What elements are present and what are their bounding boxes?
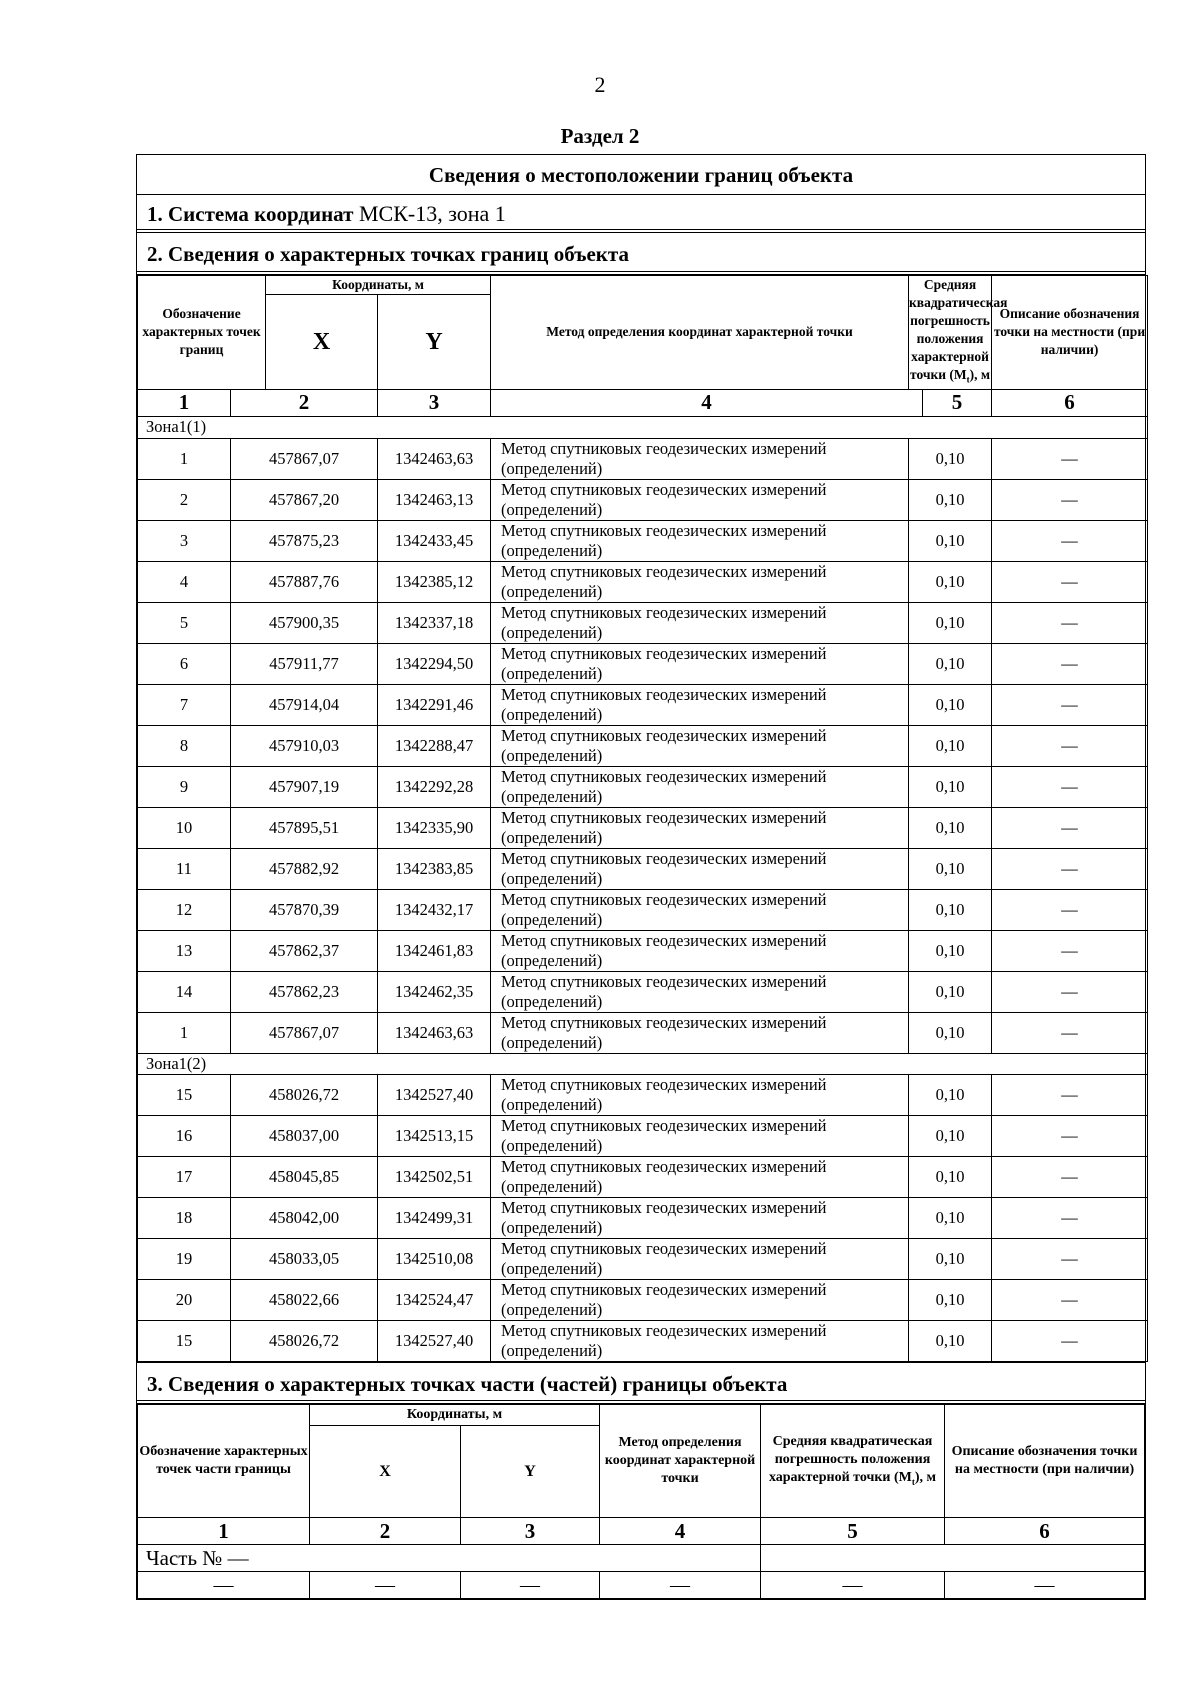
method: Метод спутниковых геодезических измерений (определений) [491,1198,909,1239]
coord-x: 457875,23 [231,520,378,561]
coord-x: 457914,04 [231,684,378,725]
method: Метод спутниковых геодезических измерений (определений) [491,848,909,889]
coord-y: 1342463,13 [378,479,491,520]
header-error-sub: t [966,374,970,385]
point-number: 4 [138,561,231,602]
coord-x: 457882,92 [231,848,378,889]
method: Метод спутниковых геодезических измерений (определений) [491,766,909,807]
p-header-method: Метод определения координат характерной точки [600,1405,761,1518]
description: — [992,1012,1148,1053]
table-row [138,1116,1148,1157]
coord-y: 1342510,08 [378,1239,491,1280]
coord-y: 1342294,50 [378,643,491,684]
point-number: 9 [138,766,231,807]
description: — [992,1157,1148,1198]
page-number: 2 [594,72,606,97]
table-row [138,725,1148,766]
description: — [992,930,1148,971]
table-row [138,1321,1148,1362]
coord-y: 1342292,28 [378,766,491,807]
point-number: 19 [138,1239,231,1280]
parts-table [137,1404,1145,1599]
method: Метод спутниковых геодезических измерений (определений) [491,930,909,971]
points-table [137,275,1148,1362]
p-header-y: Y [461,1426,600,1518]
coord-x: 458026,72 [231,1075,378,1116]
coord-x: 458026,72 [231,1321,378,1362]
part-dash-row [138,1572,1145,1599]
p-header-x: X [310,1426,461,1518]
description: — [992,520,1148,561]
coord-y: 1342499,31 [378,1198,491,1239]
point-number: 12 [138,889,231,930]
table-row [138,561,1148,602]
point-number: 1 [138,438,231,479]
description: — [992,684,1148,725]
boundaries-form [136,154,1146,1600]
method: Метод спутниковых геодезических измерений (определений) [491,1157,909,1198]
zone-row [138,1053,1148,1075]
colnum-1: 1 [138,389,231,416]
description: — [992,807,1148,848]
method: Метод спутниковых геодезических измерений (определений) [491,684,909,725]
description: — [992,1280,1148,1321]
method: Метод спутниковых геодезических измерений (определений) [491,520,909,561]
point-number: 1 [138,1012,231,1053]
header-x: X [266,294,378,389]
p-dash-6: — [945,1572,1145,1599]
header-description: Описание обозначения точки на местности (при наличии) [992,276,1148,390]
colnum-4: 4 [491,389,923,416]
description: — [992,1116,1148,1157]
header-error [909,276,1008,390]
description: — [992,438,1148,479]
error-value: 0,10 [909,643,992,684]
p-header-error-text: Средняя квадратическая погрешность положения характерной точки (M [768,1433,933,1485]
coord-x: 458045,85 [231,1157,378,1198]
zone-label: Зона1(1) [138,416,1148,438]
table-row [138,807,1148,848]
table-row [138,438,1148,479]
coord-y: 1342288,47 [378,725,491,766]
error-value: 0,10 [909,1198,992,1239]
error-value: 0,10 [909,520,992,561]
point-number: 15 [138,1075,231,1116]
coord-x: 457910,03 [231,725,378,766]
description: — [992,1198,1148,1239]
coord-x: 457911,77 [231,643,378,684]
coord-x: 458033,05 [231,1239,378,1280]
description: — [992,725,1148,766]
method: Метод спутниковых геодезических измерений (определений) [491,643,909,684]
method: Метод спутниковых геодезических измерений (определений) [491,1012,909,1053]
p-colnum-5: 5 [761,1518,945,1545]
error-value: 0,10 [909,1157,992,1198]
coord-y: 1342433,45 [378,520,491,561]
point-number: 16 [138,1116,231,1157]
part-label-empty [761,1545,1145,1572]
point-number: 10 [138,807,231,848]
method: Метод спутниковых геодезических измерений (определений) [491,1239,909,1280]
method: Метод спутниковых геодезических измерений (определений) [491,807,909,848]
coord-y: 1342527,40 [378,1075,491,1116]
table-row [138,766,1148,807]
p-header-error [761,1405,945,1518]
method: Метод спутниковых геодезических измерений (определений) [491,1280,909,1321]
error-value: 0,10 [909,930,992,971]
point-number: 2 [138,479,231,520]
method: Метод спутниковых геодезических измерений (определений) [491,1116,909,1157]
header-y: Y [378,294,491,389]
table-row [138,1198,1148,1239]
table-row [138,1239,1148,1280]
description: — [992,766,1148,807]
point-number: 8 [138,725,231,766]
coord-x: 457867,07 [231,438,378,479]
coord-y: 1342291,46 [378,684,491,725]
error-value: 0,10 [909,684,992,725]
column-number-row [138,389,1148,416]
coord-y: 1342463,63 [378,438,491,479]
error-value: 0,10 [909,766,992,807]
description: — [992,561,1148,602]
coord-system-line [137,195,1145,233]
table-row [138,971,1148,1012]
coord-y: 1342502,51 [378,1157,491,1198]
p-header-error-tail: ), м [914,1469,937,1485]
p-dash-4: — [600,1572,761,1599]
parts-title: 3. Сведения о характерных точках части (частей) границы объекта [137,1362,1145,1404]
header-designation: Обозначение характерных точек границ [138,276,266,390]
error-value: 0,10 [909,602,992,643]
coord-x: 458042,00 [231,1198,378,1239]
table-row [138,889,1148,930]
error-value: 0,10 [909,561,992,602]
error-value: 0,10 [909,1116,992,1157]
header-coords: Координаты, м [266,276,491,295]
point-number: 20 [138,1280,231,1321]
p-colnum-3: 3 [461,1518,600,1545]
method: Метод спутниковых геодезических измерений (определений) [491,889,909,930]
header-error-text: Средняя квадратическая погрешность положения характерной точки (M [909,277,1008,382]
p-dash-2: — [310,1572,461,1599]
p-header-coords: Координаты, м [310,1405,600,1426]
points-title: 2. Сведения о характерных точках границ объекта [137,233,1145,275]
coord-x: 458037,00 [231,1116,378,1157]
part-label: Часть № — [138,1545,761,1572]
error-value: 0,10 [909,848,992,889]
coord-y: 1342461,83 [378,930,491,971]
zone-row [138,416,1148,438]
coord-system-value: МСК-13, зона 1 [358,201,506,226]
coord-x: 457895,51 [231,807,378,848]
coord-y: 1342462,35 [378,971,491,1012]
error-value: 0,10 [909,971,992,1012]
method: Метод спутниковых геодезических измерений (определений) [491,1321,909,1362]
method: Метод спутниковых геодезических измерений (определений) [491,438,909,479]
table-row [138,684,1148,725]
table-row [138,602,1148,643]
error-value: 0,10 [909,479,992,520]
error-value: 0,10 [909,889,992,930]
description: — [992,889,1148,930]
description: — [992,1321,1148,1362]
colnum-5: 5 [923,389,992,416]
point-number: 3 [138,520,231,561]
header-error-tail: ), м [969,367,991,382]
p-dash-3: — [461,1572,600,1599]
coord-y: 1342337,18 [378,602,491,643]
header-method: Метод определения координат характерной точки [491,276,909,390]
point-number: 18 [138,1198,231,1239]
p-dash-5: — [761,1572,945,1599]
description: — [992,848,1148,889]
coord-x: 458022,66 [231,1280,378,1321]
table-row [138,848,1148,889]
point-number: 11 [138,848,231,889]
point-number: 6 [138,643,231,684]
point-number: 14 [138,971,231,1012]
coord-x: 457862,37 [231,930,378,971]
coord-y: 1342432,17 [378,889,491,930]
zone-label: Зона1(2) [138,1053,1148,1075]
table-row [138,1075,1148,1116]
error-value: 0,10 [909,1321,992,1362]
colnum-6: 6 [992,389,1148,416]
description: — [992,479,1148,520]
method: Метод спутниковых геодезических измерений (определений) [491,725,909,766]
table-row [138,643,1148,684]
coord-y: 1342527,40 [378,1321,491,1362]
main-title: Сведения о местоположении границ объекта [137,155,1145,195]
coord-system-label: 1. Система координат [147,202,354,226]
error-value: 0,10 [909,807,992,848]
p-colnum-6: 6 [945,1518,1145,1545]
coord-x: 457900,35 [231,602,378,643]
method: Метод спутниковых геодезических измерений (определений) [491,561,909,602]
coord-x: 457887,76 [231,561,378,602]
table-row [138,1157,1148,1198]
description: — [992,1239,1148,1280]
table-row [138,1012,1148,1053]
method: Метод спутниковых геодезических измерений (определений) [491,1075,909,1116]
coord-y: 1342383,85 [378,848,491,889]
section-title: Раздел 2 [560,124,640,148]
description: — [992,602,1148,643]
p-header-description: Описание обозначения точки на местности (при наличии) [945,1405,1145,1518]
description: — [992,971,1148,1012]
method: Метод спутниковых геодезических измерений (определений) [491,602,909,643]
point-number: 15 [138,1321,231,1362]
method: Метод спутниковых геодезических измерений (определений) [491,479,909,520]
error-value: 0,10 [909,1012,992,1053]
p-column-number-row [138,1518,1145,1545]
table-row [138,1280,1148,1321]
p-colnum-4: 4 [600,1518,761,1545]
table-row [138,930,1148,971]
colnum-3: 3 [378,389,491,416]
coord-x: 457867,20 [231,479,378,520]
colnum-2: 2 [231,389,378,416]
error-value: 0,10 [909,725,992,766]
part-label-row [138,1545,1145,1572]
p-header-designation: Обозначение характерных точек части границы [138,1405,310,1518]
coord-y: 1342513,15 [378,1116,491,1157]
coord-y: 1342524,47 [378,1280,491,1321]
p-dash-1: — [138,1572,310,1599]
point-number: 17 [138,1157,231,1198]
p-colnum-2: 2 [310,1518,461,1545]
coord-x: 457867,07 [231,1012,378,1053]
p-header-error-sub: t [911,1476,915,1487]
description: — [992,1075,1148,1116]
coord-x: 457862,23 [231,971,378,1012]
coord-y: 1342385,12 [378,561,491,602]
method: Метод спутниковых геодезических измерений (определений) [491,971,909,1012]
error-value: 0,10 [909,438,992,479]
description: — [992,643,1148,684]
coord-y: 1342463,63 [378,1012,491,1053]
table-row [138,479,1148,520]
point-number: 13 [138,930,231,971]
table-row [138,520,1148,561]
p-colnum-1: 1 [138,1518,310,1545]
point-number: 7 [138,684,231,725]
coord-x: 457907,19 [231,766,378,807]
error-value: 0,10 [909,1280,992,1321]
point-number: 5 [138,602,231,643]
error-value: 0,10 [909,1239,992,1280]
error-value: 0,10 [909,1075,992,1116]
coord-y: 1342335,90 [378,807,491,848]
coord-x: 457870,39 [231,889,378,930]
points-table-body [138,416,1148,1362]
